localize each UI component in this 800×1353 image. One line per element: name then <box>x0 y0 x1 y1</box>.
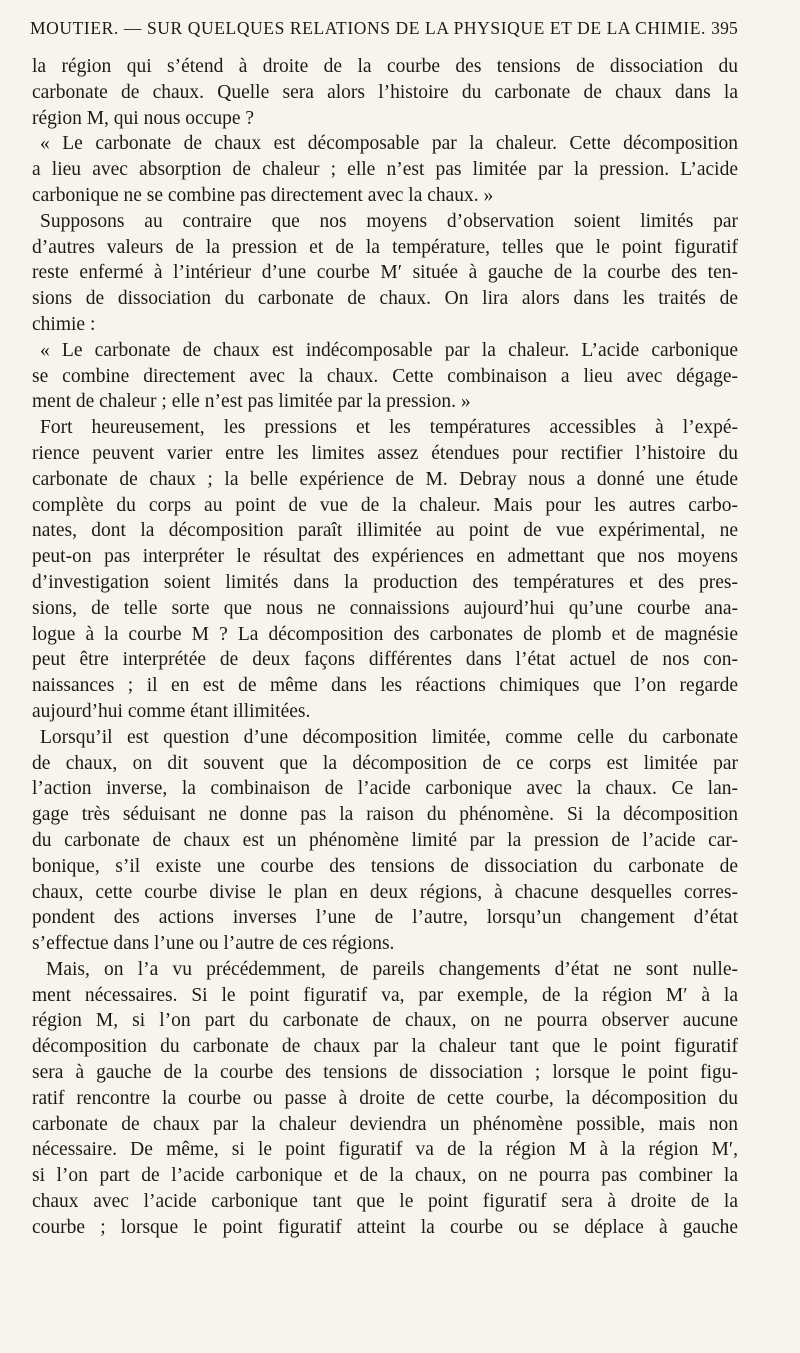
text-line: région M, qui nous occupe ? <box>32 107 255 129</box>
running-title: MOUTIER. — SUR QUELQUES RELATIONS DE LA PHYSIQUE ET DE LA CHIMIE. <box>30 18 706 38</box>
body-text <box>32 54 738 1241</box>
text-line: courbe ; lorsque le point figuratif atteint la courbe ou se déplace à gauche <box>32 1216 738 1238</box>
text-line: si l’on part de l’acide carbonique et de la chaux, on ne pourra pas combiner la <box>32 1165 738 1187</box>
text-line: Fort heureusement, les pressions et les températures accessibles à l’expé- <box>40 417 738 439</box>
text-line: a lieu avec absorption de chaleur ; elle n’est pas limitée par la pression. L’acide <box>32 159 738 181</box>
text-line: carbonate de chaux par la chaleur deviendra un phénomène possible, mais non <box>32 1113 738 1135</box>
text-line: chaux, cette courbe divise le plan en deux régions, à chacune desquelles corres- <box>32 881 738 903</box>
text-line: la région qui s’étend à droite de la courbe des tensions de dissociation du <box>32 56 738 77</box>
text-line: gage très séduisant ne donne pas la raison du phénomène. Si la décomposition <box>32 804 738 826</box>
text-line: Supposons au contraire que nos moyens d’observation soient limités par <box>40 210 738 232</box>
text-line: Mais, on l’a vu précédemment, de pareils changements d’état ne sont nulle- <box>46 958 738 980</box>
text-line: naissances ; il en est de même dans les réactions chimiques que l’on regarde <box>32 675 738 697</box>
text-line: bonique, s’il existe une courbe des tensions de dissociation du carbonate de <box>32 855 738 877</box>
text-line: d’investigation soient limités dans la production des températures et des pres- <box>32 571 738 593</box>
text-line: peut-on pas interpréter le résultat des expériences en admettant que nos moyens <box>32 546 738 568</box>
text-line: reste enfermé à l’intérieur d’une courbe M′ située à gauche de la courbe des ten- <box>32 262 738 284</box>
text-line: sera à gauche de la courbe des tensions de dissociation ; lorsque le point figu- <box>32 1062 738 1084</box>
text-line: carbonique ne se combine pas directement avec la chaux. » <box>32 184 494 206</box>
text-line: carbonate de chaux ; la belle expérience de M. Debray nous a donné une étude <box>32 468 738 490</box>
text-line: l’action inverse, la combinaison de l’acide carbonique avec la chaux. Ce lan- <box>32 778 738 800</box>
text-line: chimie : <box>32 313 96 335</box>
text-line: ment nécessaires. Si le point figuratif va, par exemple, de la région M′ à la <box>32 984 738 1006</box>
text-line: carbonate de chaux. Quelle sera alors l’histoire du carbonate de chaux dans la <box>32 81 738 103</box>
text-line: chaux avec l’acide carbonique tant que le point figuratif sera à droite de la <box>32 1191 738 1213</box>
text-line: Lorsqu’il est question d’une décomposition limitée, comme celle du carbonate <box>40 726 738 748</box>
text-line: aujourd’hui comme étant illimitées. <box>32 700 311 722</box>
text-line: région M, si l’on part du carbonate de chaux, on ne pourra observer aucune <box>32 1010 738 1032</box>
text-line: peut être interprétée de deux façons différentes dans l’état actuel de nos con- <box>32 649 738 671</box>
text-line: sions, de telle sorte que nous ne connaissions aujourd’hui qu’une courbe ana- <box>32 597 738 619</box>
page-header <box>30 18 738 48</box>
text-line: logue à la courbe M ? La décomposition des carbonates de plomb et de magnésie <box>32 623 738 645</box>
text-line: ratif rencontre la courbe ou passe à droite de cette courbe, la décomposition du <box>32 1087 738 1109</box>
text-line: se combine directement avec la chaux. Cette combinaison a lieu avec dégage- <box>32 365 738 387</box>
text-line: décomposition du carbonate de chaux par la chaleur tant que le point figuratif <box>32 1036 738 1058</box>
text-line: d’autres valeurs de la pression et de la température, telles que le point figuratif <box>32 236 738 258</box>
text-line: sions de dissociation du carbonate de chaux. On lira alors dans les traités de <box>32 288 738 310</box>
text-line: de chaux, on dit souvent que la décomposition de ce corps est limitée par <box>32 752 738 774</box>
text-line: complète du corps au point de vue de la chaleur. Mais pour les autres carbo- <box>32 494 738 516</box>
text-line: du carbonate de chaux est un phénomène limité par la pression de l’acide car- <box>32 829 738 851</box>
page-number: 395 <box>711 18 738 38</box>
text-line: nates, dont la décomposition paraît illimitée au point de vue expérimental, ne <box>32 520 738 542</box>
text-line: « Le carbonate de chaux est indécomposable par la chaleur. L’acide carbonique <box>40 339 738 361</box>
text-line: s’effectue dans l’une ou l’autre de ces régions. <box>32 933 395 955</box>
text-line: rience peuvent varier entre les limites assez étendues pour rectifier l’histoire du <box>32 442 738 464</box>
text-line: « Le carbonate de chaux est décomposable par la chaleur. Cette décomposition <box>40 133 738 155</box>
text-line: nécessaire. De même, si le point figuratif va de la région M à la région M′, <box>32 1139 738 1161</box>
text-line: ment de chaleur ; elle n’est pas limitée par la pression. » <box>32 391 471 413</box>
text-line: pondent des actions inverses l’une de l’autre, lorsqu’un changement d’état <box>32 907 738 929</box>
